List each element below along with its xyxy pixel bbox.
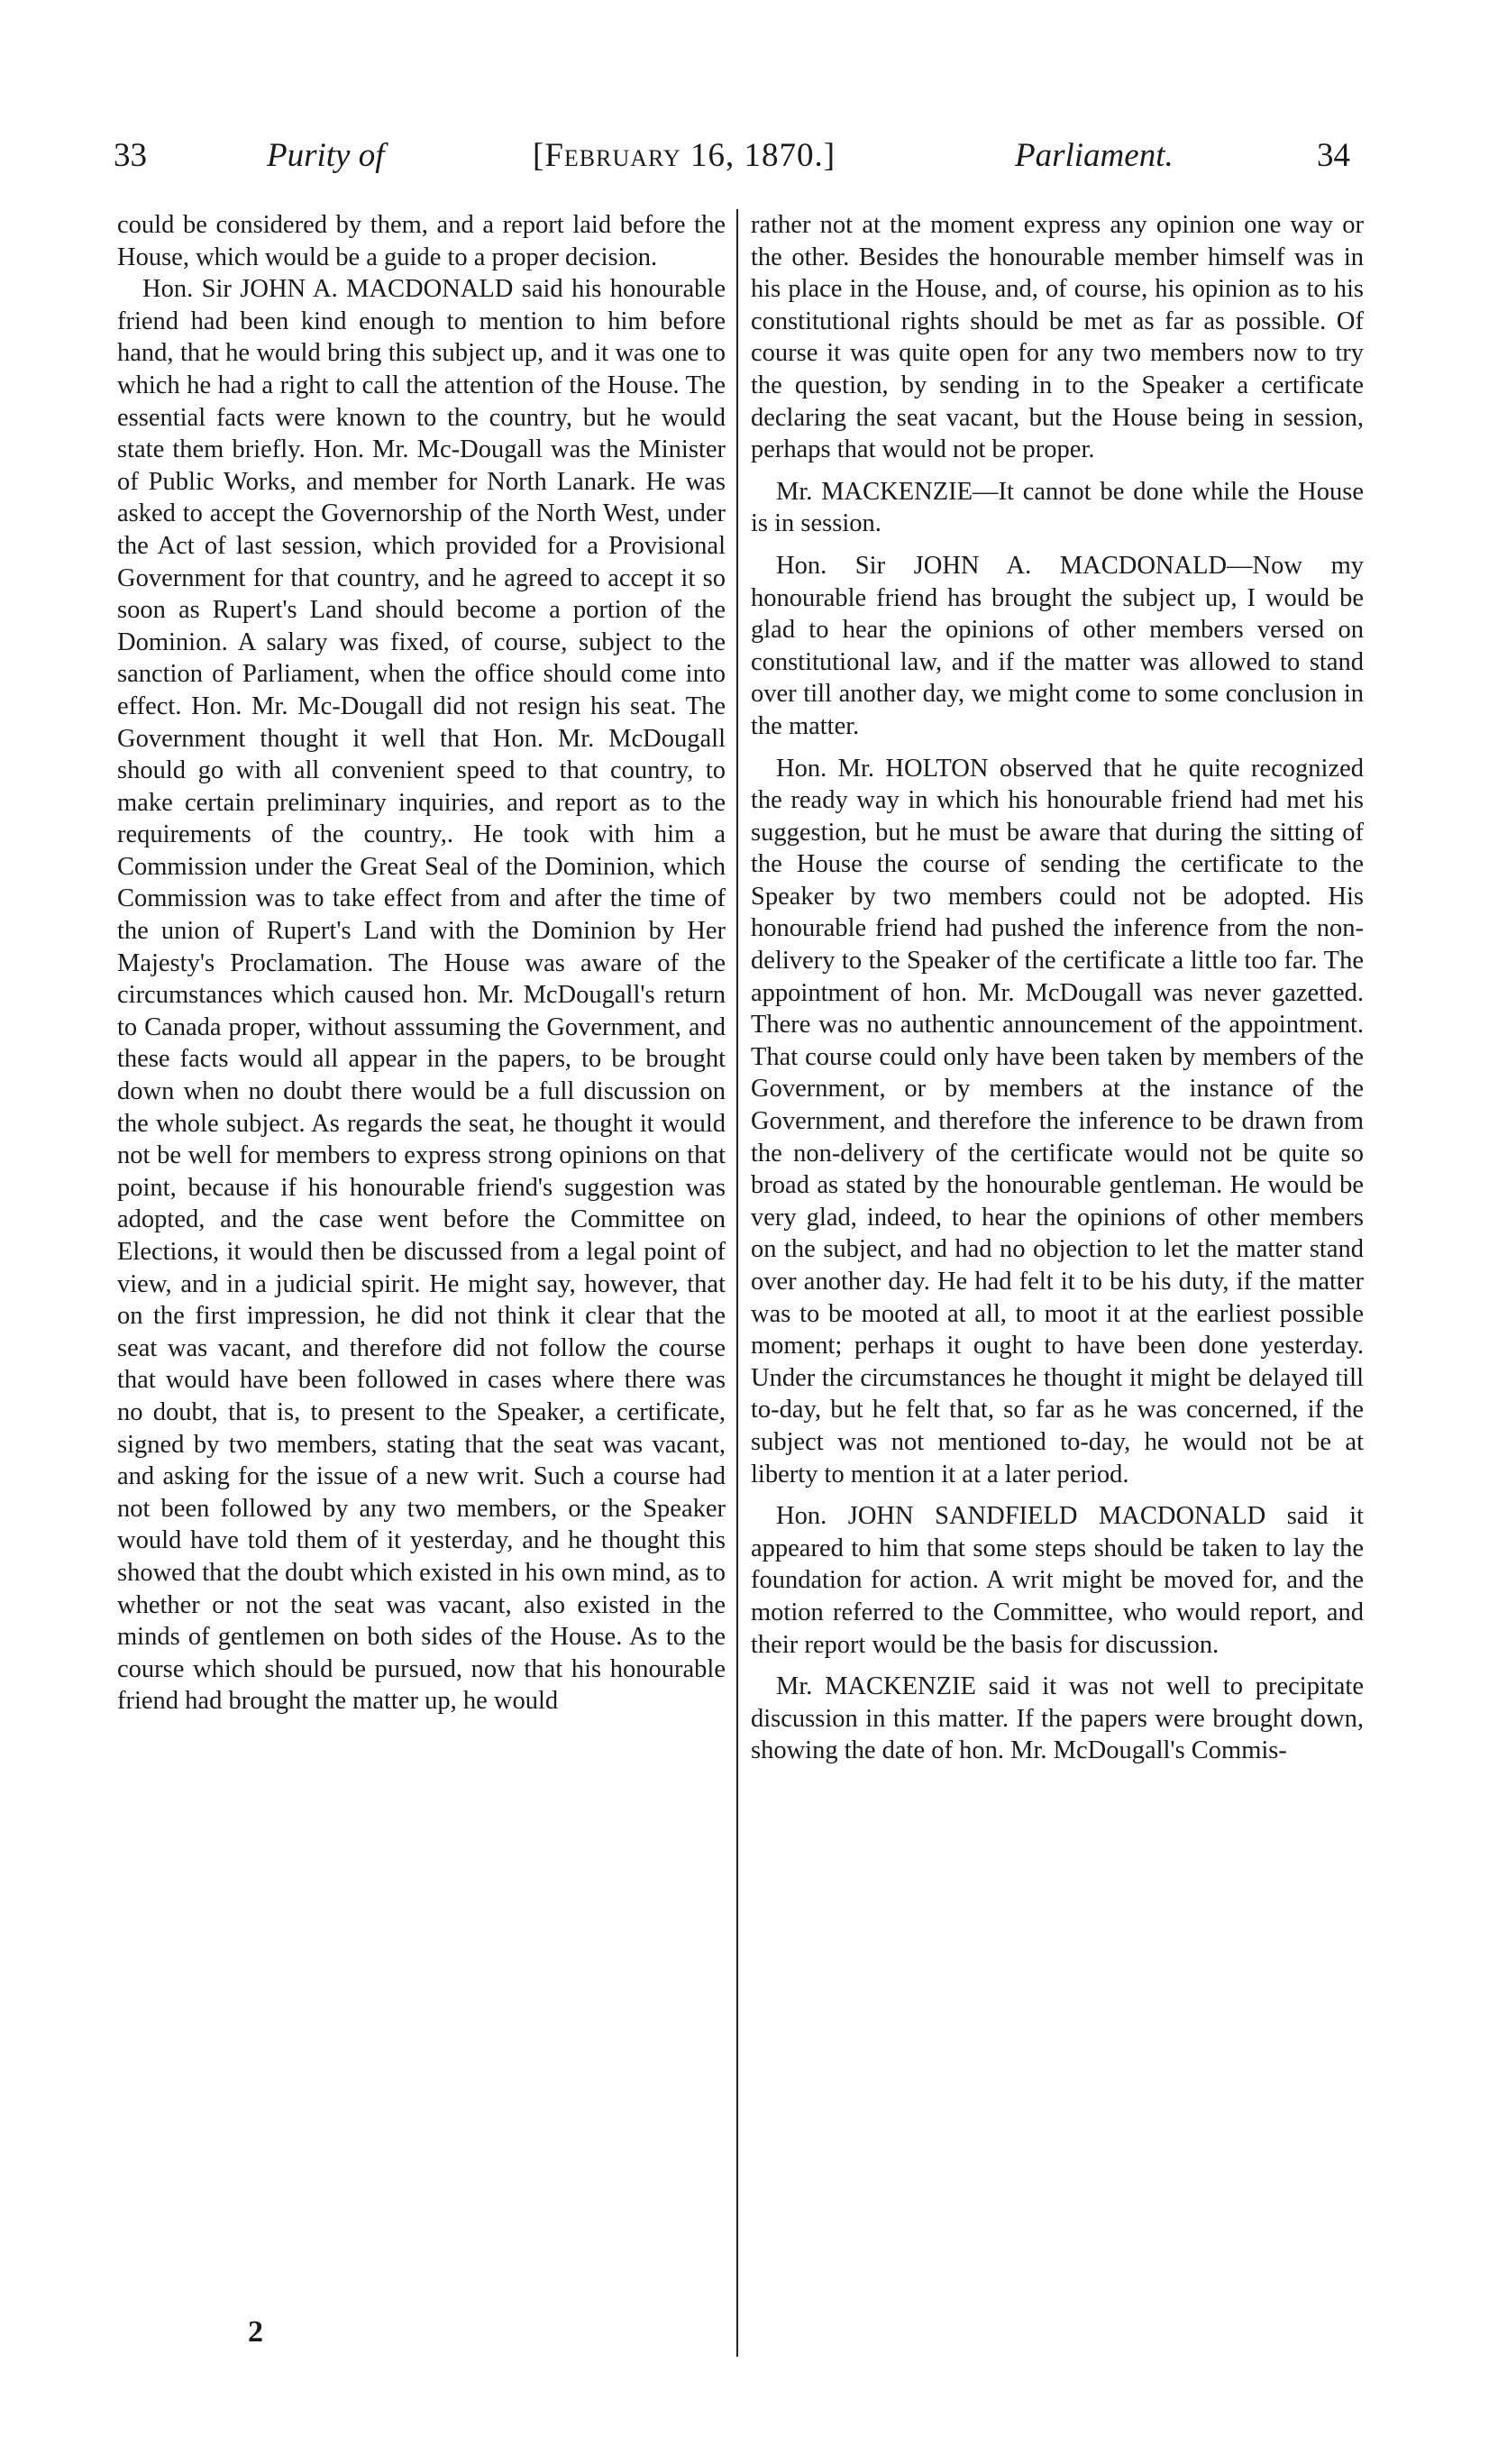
running-title-left: Purity of	[267, 137, 385, 174]
header-date: [February 16, 1870.]	[533, 137, 836, 174]
running-title-right: Parliament.	[1015, 137, 1174, 174]
column-divider	[736, 209, 738, 2357]
paragraph: Hon. JOHN SANDFIELD MACDONALD said it appeared to him that some steps should be taken to lay the foundation for action. A writ might be moved for, and the motion referred to the Committee, who would report, and their report would be the basis for discussion.	[751, 1502, 1364, 1659]
page-number-right: 34	[1317, 137, 1350, 174]
page-header	[114, 133, 1371, 179]
right-column	[751, 209, 1364, 1767]
paragraph: Hon. Mr. HOLTON observed that he quite recognized the ready way in which his honourable friend had met his suggestion, but he must be aware that during the sitting of the House the course of sending the certificate to the Speaker by two members could not be adopted. His honourable friend had pushed the inference from the non-delivery to the Speaker of the certificate a little too far. The appointment of hon. Mr. McDougall was never gazetted. There was no authentic announcement of the appointment. That course could only have been taken by members of the Government, or by members at the instance of the Government, and therefore the inference to be drawn from the non-delivery of the certificate would not be quite so broad as stated by the honourable gentleman. He would be very glad, indeed, to hear the opinions of other members on the subject, and had no objection to let the matter stand over another day. He had felt it to be his duty, if the matter was to be mooted at all, to moot it at the earliest possible moment; perhaps it ought to have been done yesterday. Under the circumstances he thought it might be delayed till to-day, but he felt that, so far as he was concerned, if the subject was not mentioned to-day, he would not be at liberty to mention it at a later period.	[751, 754, 1364, 1488]
paragraph: Hon. Sir JOHN A. MACDONALD—Now my honourable friend has brought the subject up, I would be glad to hear the opinions of other members versed on constitutional law, and if the matter was allowed to stand over till another day, we might come to some conclusion in the matter.	[751, 551, 1364, 740]
left-column	[117, 209, 726, 1717]
paragraph: Hon. Sir JOHN A. MACDONALD said his honourable friend had been kind enough to mention to him before hand, that he would bring this subject up, and it was one to which he had a right to call the attention of the House. The essential facts were known to the country, but he would state them briefly. Hon. Mr. Mc-Dougall was the Minister of Public Works, and member for North Lanark. He was asked to accept the Governorship of the North West, under the Act of last session, which provided for a Provisional Government for that country, and he agreed to accept it so soon as Rupert's Land should become a portion of the Dominion. A salary was fixed, of course, subject to the sanction of Parliament, when the office should come into effect. Hon. Mr. Mc-Dougall did not resign his seat. The Government thought it well that Hon. Mr. McDougall should go with all convenient speed to that country, to make certain preliminary inquiries, and report as to the requirements of the country,. He took with him a Commission under the Great Seal of the Dominion, which Commission was to take effect from and after the time of the union of Rupert's Land with the Dominion by Her Majesty's Proclamation. The House was aware of the circumstances which caused hon. Mr. McDougall's return to Canada proper, without asssuming the Government, and these facts would all appear in the papers, to be brought down when no doubt there would be a full discussion on the whole subject. As regards the seat, he thought it would not be well for members to express strong opinions on that point, because if his honourable friend's suggestion was adopted, and the case went before the Committee on Elections, it would then be discussed from a legal point of view, and in a judicial spirit. He might say, however, that on the first impression, he did not think it clear that the seat was vacant, and therefore did not follow the course that would have been followed in cases where there was no doubt, that is, to present to the Speaker, a certificate, signed by two members, stating that the seat was vacant, and asking for the issue of a new writ. Such a course had not been followed by any two members, or the Speaker would have told them of it yesterday, and he thought this showed that the doubt which existed in his own mind, as to whether or not the seat was vacant, also existed in the minds of gentlemen on both sides of the House. As to the course which should be pursued, now that his honourable friend had brought the matter up, he would	[117, 275, 726, 1716]
paragraph: Mr. MACKENZIE—It cannot be done while the House is in session.	[751, 477, 1364, 538]
paragraph: could be considered by them, and a report laid before the House, which would be a guide to a proper decision.	[117, 211, 726, 271]
page-number-left: 33	[114, 137, 147, 174]
paragraph: Mr. MACKENZIE said it was not well to precipitate discussion in this matter. If the papers were brought down, showing the date of hon. Mr. McDougall's Commis-	[751, 1672, 1364, 1765]
signature-mark: 2	[248, 2315, 263, 2349]
paragraph: rather not at the moment express any opinion one way or the other. Besides the honourable member himself was in his place in the House, and, of course, his opinion as to his constitutional rights should be met as far as possible. Of course it was quite open for any two members now to try the question, by sending in to the Speaker a certificate declaring the seat vacant, but the House being in session, perhaps that would not be proper.	[751, 211, 1364, 464]
